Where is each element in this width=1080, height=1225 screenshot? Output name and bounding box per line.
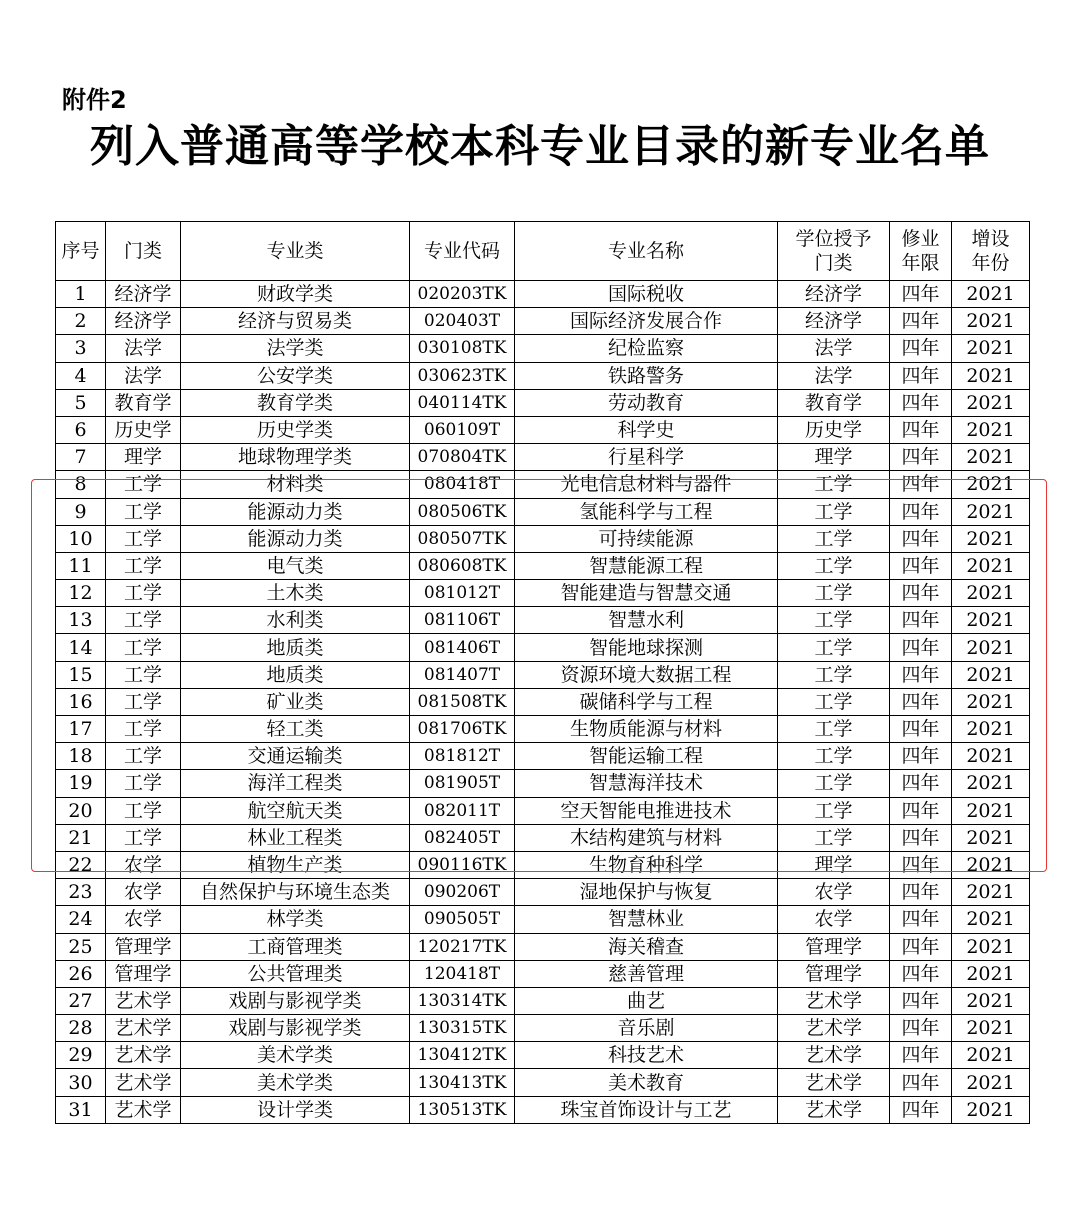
cell-code: 082405T [410, 824, 515, 851]
cell-discipline: 林学类 [181, 906, 410, 933]
cell-discipline: 海洋工程类 [181, 770, 410, 797]
cell-code: 130412TK [410, 1042, 515, 1069]
cell-year: 2021 [952, 743, 1030, 770]
cell-year: 2021 [952, 716, 1030, 743]
cell-no: 30 [56, 1069, 106, 1096]
cell-year: 2021 [952, 1096, 1030, 1123]
table-row [56, 797, 1030, 824]
cell-duration: 四年 [890, 688, 952, 715]
table-row [56, 933, 1030, 960]
cell-degree: 管理学 [778, 960, 890, 987]
cell-no: 3 [56, 335, 106, 362]
cell-degree: 工学 [778, 634, 890, 661]
cell-degree: 工学 [778, 607, 890, 634]
cell-duration: 四年 [890, 661, 952, 688]
table-row [56, 770, 1030, 797]
cell-year: 2021 [952, 634, 1030, 661]
cell-name: 智能地球探测 [515, 634, 778, 661]
cell-no: 4 [56, 362, 106, 389]
table-row [56, 281, 1030, 308]
table-row [56, 580, 1030, 607]
cell-category: 工学 [106, 525, 181, 552]
cell-category: 历史学 [106, 416, 181, 443]
cell-no: 22 [56, 851, 106, 878]
header-duration-line-1: 修业 [901, 228, 940, 250]
cell-category: 管理学 [106, 933, 181, 960]
cell-year: 2021 [952, 389, 1030, 416]
cell-year: 2021 [952, 281, 1030, 308]
cell-degree: 艺术学 [778, 987, 890, 1014]
cell-code: 081012T [410, 580, 515, 607]
cell-degree: 工学 [778, 498, 890, 525]
cell-discipline: 设计学类 [181, 1096, 410, 1123]
header-no: 序号 [56, 222, 106, 281]
table-row [56, 1015, 1030, 1042]
cell-year: 2021 [952, 498, 1030, 525]
cell-degree: 法学 [778, 362, 890, 389]
cell-discipline: 历史学类 [181, 416, 410, 443]
cell-duration: 四年 [890, 416, 952, 443]
cell-code: 081508TK [410, 688, 515, 715]
cell-year: 2021 [952, 987, 1030, 1014]
table-row [56, 607, 1030, 634]
table-row [56, 552, 1030, 579]
cell-category: 艺术学 [106, 1015, 181, 1042]
cell-category: 经济学 [106, 308, 181, 335]
cell-year: 2021 [952, 933, 1030, 960]
cell-duration: 四年 [890, 987, 952, 1014]
cell-no: 12 [56, 580, 106, 607]
cell-degree: 工学 [778, 716, 890, 743]
cell-no: 20 [56, 797, 106, 824]
cell-year: 2021 [952, 471, 1030, 498]
cell-name: 慈善管理 [515, 960, 778, 987]
cell-degree: 教育学 [778, 389, 890, 416]
cell-degree: 工学 [778, 661, 890, 688]
cell-year: 2021 [952, 797, 1030, 824]
cell-degree: 管理学 [778, 933, 890, 960]
cell-degree: 工学 [778, 688, 890, 715]
cell-name: 光电信息材料与器件 [515, 471, 778, 498]
table-row [56, 1069, 1030, 1096]
cell-degree: 工学 [778, 824, 890, 851]
table-row [56, 716, 1030, 743]
cell-code: 120217TK [410, 933, 515, 960]
cell-category: 农学 [106, 906, 181, 933]
cell-duration: 四年 [890, 471, 952, 498]
cell-year: 2021 [952, 1015, 1030, 1042]
table-row [56, 661, 1030, 688]
cell-discipline: 自然保护与环境生态类 [181, 879, 410, 906]
cell-duration: 四年 [890, 1042, 952, 1069]
cell-name: 生物育种科学 [515, 851, 778, 878]
page-title: 列入普通高等学校本科专业目录的新专业名单 [90, 121, 990, 172]
header-degree-line-1: 学位授予 [795, 228, 872, 250]
cell-no: 31 [56, 1096, 106, 1123]
cell-discipline: 植物生产类 [181, 851, 410, 878]
cell-duration: 四年 [890, 851, 952, 878]
cell-category: 工学 [106, 471, 181, 498]
cell-degree: 工学 [778, 770, 890, 797]
cell-duration: 四年 [890, 362, 952, 389]
cell-code: 130513TK [410, 1096, 515, 1123]
table-row [56, 743, 1030, 770]
cell-duration: 四年 [890, 389, 952, 416]
cell-category: 工学 [106, 824, 181, 851]
cell-duration: 四年 [890, 1015, 952, 1042]
cell-degree: 工学 [778, 525, 890, 552]
cell-duration: 四年 [890, 797, 952, 824]
cell-year: 2021 [952, 525, 1030, 552]
cell-name: 音乐剧 [515, 1015, 778, 1042]
cell-code: 020403T [410, 308, 515, 335]
cell-discipline: 交通运输类 [181, 743, 410, 770]
cell-discipline: 材料类 [181, 471, 410, 498]
cell-no: 15 [56, 661, 106, 688]
cell-code: 080506TK [410, 498, 515, 525]
table-row [56, 1096, 1030, 1123]
table-row [56, 824, 1030, 851]
header-name: 专业名称 [515, 222, 778, 281]
cell-degree: 艺术学 [778, 1042, 890, 1069]
cell-category: 工学 [106, 770, 181, 797]
cell-year: 2021 [952, 851, 1030, 878]
cell-discipline: 戏剧与影视学类 [181, 1015, 410, 1042]
cell-duration: 四年 [890, 281, 952, 308]
cell-code: 020203TK [410, 281, 515, 308]
cell-discipline: 公共管理类 [181, 960, 410, 987]
cell-duration: 四年 [890, 552, 952, 579]
cell-year: 2021 [952, 362, 1030, 389]
cell-discipline: 林业工程类 [181, 824, 410, 851]
table-row [56, 879, 1030, 906]
cell-name: 劳动教育 [515, 389, 778, 416]
cell-name: 碳储科学与工程 [515, 688, 778, 715]
cell-discipline: 美术学类 [181, 1069, 410, 1096]
cell-category: 工学 [106, 580, 181, 607]
cell-name: 氢能科学与工程 [515, 498, 778, 525]
cell-no: 29 [56, 1042, 106, 1069]
cell-duration: 四年 [890, 444, 952, 471]
cell-discipline: 能源动力类 [181, 498, 410, 525]
cell-name: 可持续能源 [515, 525, 778, 552]
cell-discipline: 地球物理学类 [181, 444, 410, 471]
cell-no: 6 [56, 416, 106, 443]
cell-no: 18 [56, 743, 106, 770]
cell-degree: 工学 [778, 743, 890, 770]
cell-name: 木结构建筑与材料 [515, 824, 778, 851]
cell-discipline: 美术学类 [181, 1042, 410, 1069]
cell-degree: 艺术学 [778, 1096, 890, 1123]
cell-year: 2021 [952, 824, 1030, 851]
cell-degree: 艺术学 [778, 1015, 890, 1042]
cell-discipline: 地质类 [181, 634, 410, 661]
cell-duration: 四年 [890, 824, 952, 851]
cell-code: 080418T [410, 471, 515, 498]
header-duration-line-2: 年限 [901, 252, 940, 274]
cell-duration: 四年 [890, 933, 952, 960]
cell-code: 040114TK [410, 389, 515, 416]
cell-duration: 四年 [890, 770, 952, 797]
table-row [56, 987, 1030, 1014]
cell-no: 8 [56, 471, 106, 498]
cell-discipline: 地质类 [181, 661, 410, 688]
table-row [56, 416, 1030, 443]
cell-category: 工学 [106, 716, 181, 743]
cell-category: 农学 [106, 879, 181, 906]
cell-code: 070804TK [410, 444, 515, 471]
cell-no: 2 [56, 308, 106, 335]
cell-degree: 经济学 [778, 308, 890, 335]
cell-duration: 四年 [890, 580, 952, 607]
cell-code: 081706TK [410, 716, 515, 743]
cell-name: 空天智能电推进技术 [515, 797, 778, 824]
cell-category: 法学 [106, 335, 181, 362]
cell-no: 21 [56, 824, 106, 851]
cell-category: 法学 [106, 362, 181, 389]
table-row [56, 362, 1030, 389]
cell-duration: 四年 [890, 1069, 952, 1096]
cell-discipline: 财政学类 [181, 281, 410, 308]
cell-name: 智慧水利 [515, 607, 778, 634]
cell-year: 2021 [952, 416, 1030, 443]
cell-code: 081812T [410, 743, 515, 770]
table-row [56, 634, 1030, 661]
table-row [56, 851, 1030, 878]
cell-name: 行星科学 [515, 444, 778, 471]
header-year-line-1: 增设 [971, 228, 1010, 250]
cell-code: 090505T [410, 906, 515, 933]
cell-no: 14 [56, 634, 106, 661]
header-degree-line-2: 门类 [814, 252, 853, 274]
cell-code: 081905T [410, 770, 515, 797]
cell-category: 教育学 [106, 389, 181, 416]
cell-name: 智慧海洋技术 [515, 770, 778, 797]
cell-discipline: 教育学类 [181, 389, 410, 416]
cell-code: 082011T [410, 797, 515, 824]
cell-degree: 工学 [778, 580, 890, 607]
cell-name: 科技艺术 [515, 1042, 778, 1069]
header-duration [890, 222, 952, 281]
table-header-row [56, 222, 1030, 281]
header-category: 门类 [106, 222, 181, 281]
cell-year: 2021 [952, 688, 1030, 715]
cell-code: 081406T [410, 634, 515, 661]
table-row [56, 960, 1030, 987]
cell-no: 23 [56, 879, 106, 906]
cell-degree: 理学 [778, 851, 890, 878]
header-code: 专业代码 [410, 222, 515, 281]
cell-category: 工学 [106, 607, 181, 634]
cell-no: 10 [56, 525, 106, 552]
cell-name: 纪检监察 [515, 335, 778, 362]
cell-name: 智能建造与智慧交通 [515, 580, 778, 607]
cell-name: 科学史 [515, 416, 778, 443]
table-row [56, 525, 1030, 552]
cell-degree: 工学 [778, 471, 890, 498]
cell-code: 120418T [410, 960, 515, 987]
cell-no: 16 [56, 688, 106, 715]
cell-discipline: 航空航天类 [181, 797, 410, 824]
cell-no: 25 [56, 933, 106, 960]
cell-degree: 经济学 [778, 281, 890, 308]
cell-no: 11 [56, 552, 106, 579]
cell-degree: 理学 [778, 444, 890, 471]
cell-name: 湿地保护与恢复 [515, 879, 778, 906]
cell-no: 1 [56, 281, 106, 308]
new-majors-table [55, 221, 1030, 1124]
cell-degree: 农学 [778, 906, 890, 933]
cell-year: 2021 [952, 580, 1030, 607]
cell-category: 艺术学 [106, 1096, 181, 1123]
cell-category: 工学 [106, 688, 181, 715]
cell-degree: 历史学 [778, 416, 890, 443]
cell-duration: 四年 [890, 634, 952, 661]
header-year [952, 222, 1030, 281]
cell-no: 26 [56, 960, 106, 987]
cell-discipline: 经济与贸易类 [181, 308, 410, 335]
cell-discipline: 戏剧与影视学类 [181, 987, 410, 1014]
cell-category: 工学 [106, 743, 181, 770]
cell-no: 13 [56, 607, 106, 634]
cell-name: 曲艺 [515, 987, 778, 1014]
cell-name: 智慧林业 [515, 906, 778, 933]
cell-name: 智能运输工程 [515, 743, 778, 770]
cell-code: 090116TK [410, 851, 515, 878]
cell-name: 珠宝首饰设计与工艺 [515, 1096, 778, 1123]
cell-year: 2021 [952, 770, 1030, 797]
cell-duration: 四年 [890, 906, 952, 933]
cell-category: 工学 [106, 498, 181, 525]
cell-code: 030108TK [410, 335, 515, 362]
cell-year: 2021 [952, 661, 1030, 688]
cell-category: 艺术学 [106, 1069, 181, 1096]
cell-code: 030623TK [410, 362, 515, 389]
cell-category: 工学 [106, 634, 181, 661]
cell-duration: 四年 [890, 308, 952, 335]
cell-duration: 四年 [890, 607, 952, 634]
cell-year: 2021 [952, 906, 1030, 933]
cell-code: 080608TK [410, 552, 515, 579]
cell-category: 工学 [106, 552, 181, 579]
cell-no: 24 [56, 906, 106, 933]
cell-discipline: 法学类 [181, 335, 410, 362]
cell-code: 080507TK [410, 525, 515, 552]
cell-duration: 四年 [890, 960, 952, 987]
cell-category: 经济学 [106, 281, 181, 308]
cell-duration: 四年 [890, 743, 952, 770]
cell-category: 管理学 [106, 960, 181, 987]
cell-category: 艺术学 [106, 987, 181, 1014]
cell-no: 28 [56, 1015, 106, 1042]
cell-name: 生物质能源与材料 [515, 716, 778, 743]
table-row [56, 1042, 1030, 1069]
cell-discipline: 轻工类 [181, 716, 410, 743]
cell-degree: 农学 [778, 879, 890, 906]
cell-year: 2021 [952, 308, 1030, 335]
cell-year: 2021 [952, 1042, 1030, 1069]
cell-name: 海关稽查 [515, 933, 778, 960]
cell-category: 理学 [106, 444, 181, 471]
cell-code: 090206T [410, 879, 515, 906]
cell-duration: 四年 [890, 335, 952, 362]
cell-discipline: 电气类 [181, 552, 410, 579]
table-row [56, 906, 1030, 933]
cell-no: 5 [56, 389, 106, 416]
cell-duration: 四年 [890, 525, 952, 552]
table-row [56, 335, 1030, 362]
table-row [56, 471, 1030, 498]
cell-year: 2021 [952, 1069, 1030, 1096]
cell-year: 2021 [952, 552, 1030, 579]
cell-duration: 四年 [890, 1096, 952, 1123]
cell-year: 2021 [952, 335, 1030, 362]
cell-code: 060109T [410, 416, 515, 443]
cell-name: 美术教育 [515, 1069, 778, 1096]
cell-category: 艺术学 [106, 1042, 181, 1069]
cell-no: 19 [56, 770, 106, 797]
cell-degree: 工学 [778, 797, 890, 824]
cell-category: 农学 [106, 851, 181, 878]
cell-year: 2021 [952, 607, 1030, 634]
cell-degree: 工学 [778, 552, 890, 579]
cell-code: 130413TK [410, 1069, 515, 1096]
cell-code: 081106T [410, 607, 515, 634]
cell-discipline: 水利类 [181, 607, 410, 634]
cell-no: 7 [56, 444, 106, 471]
cell-name: 国际税收 [515, 281, 778, 308]
cell-category: 工学 [106, 797, 181, 824]
cell-code: 130315TK [410, 1015, 515, 1042]
cell-year: 2021 [952, 444, 1030, 471]
cell-code: 081407T [410, 661, 515, 688]
header-discipline: 专业类 [181, 222, 410, 281]
cell-no: 17 [56, 716, 106, 743]
cell-year: 2021 [952, 960, 1030, 987]
cell-discipline: 工商管理类 [181, 933, 410, 960]
cell-discipline: 土木类 [181, 580, 410, 607]
attachment-label: 附件2 [62, 86, 127, 114]
cell-duration: 四年 [890, 498, 952, 525]
table-row [56, 498, 1030, 525]
cell-duration: 四年 [890, 879, 952, 906]
cell-degree: 艺术学 [778, 1069, 890, 1096]
cell-discipline: 公安学类 [181, 362, 410, 389]
table-row [56, 444, 1030, 471]
header-year-line-2: 年份 [971, 252, 1010, 274]
header-degree [778, 222, 890, 281]
cell-no: 27 [56, 987, 106, 1014]
cell-name: 智慧能源工程 [515, 552, 778, 579]
table-row [56, 688, 1030, 715]
cell-name: 国际经济发展合作 [515, 308, 778, 335]
cell-no: 9 [56, 498, 106, 525]
cell-duration: 四年 [890, 716, 952, 743]
cell-code: 130314TK [410, 987, 515, 1014]
cell-name: 铁路警务 [515, 362, 778, 389]
cell-name: 资源环境大数据工程 [515, 661, 778, 688]
cell-year: 2021 [952, 879, 1030, 906]
cell-discipline: 能源动力类 [181, 525, 410, 552]
cell-discipline: 矿业类 [181, 688, 410, 715]
cell-degree: 法学 [778, 335, 890, 362]
table-row [56, 389, 1030, 416]
cell-category: 工学 [106, 661, 181, 688]
table-row [56, 308, 1030, 335]
